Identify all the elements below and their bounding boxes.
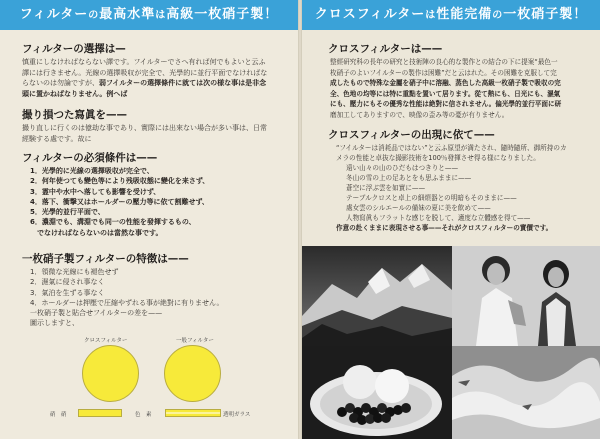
text-line: テーブルクロスと卓上の細煩器との明暗もそのままに—— — [346, 194, 517, 202]
text-line: 冬山の雪の上の足あとをも思ふままに—— — [346, 174, 472, 182]
banner-text: 高級一枚硝子製！ — [166, 7, 279, 22]
mountain-photo-image — [302, 246, 452, 346]
text-line: 頭に置かねばなりません。例へば — [22, 89, 128, 98]
fruit-plate-photo — [302, 346, 452, 439]
text-line: 慎重にしなければならない譯です。フイルターでさへ有れば何でもよいと云ふ — [22, 58, 266, 66]
text-line: “フイルターは消耗品ではない”と云ふ原望が満たされ、隨時隨所、御所持のカ — [336, 144, 567, 152]
list-item: 圖示しますと、 — [30, 319, 79, 328]
list-item: 2．何年使つても變色等により残吸収態に變化を来さず、 — [30, 177, 210, 186]
list-item: 一枚硝子製と貼合せフイルターの差を—— — [30, 309, 163, 318]
text-line: らないのは勿論ですが、 — [22, 79, 99, 87]
section-body — [336, 143, 598, 233]
legend-glass-swatch — [78, 409, 122, 417]
banner-text: フィルター — [19, 7, 89, 22]
banner-text: クロスフィルター — [314, 7, 426, 22]
diagram-label-general: 一般フィルター — [176, 338, 214, 344]
list-item: 4．ホールダーは押壓で圧縮やずれる事が絶對に有りません。 — [30, 298, 224, 307]
banner-text: は — [155, 10, 167, 21]
legend-clear-label: 透明ガラス — [223, 412, 251, 418]
text-line: 作意の赴くままに表現させる事——それがクロスフィルターの實價です。 — [336, 224, 553, 232]
banner-text: は — [425, 10, 437, 21]
text-line: メラの性能と卓抜な撮影技術を100％發揮させ得る様になりました。 — [336, 154, 540, 162]
section-heading: クロスフィルターの出現に依て—— — [328, 129, 495, 141]
list-item: でなければならないのは當然な事です。 — [30, 228, 163, 237]
list-item: 5．光學的並行平面で、 — [30, 208, 105, 217]
text-line: 弱フイルターの選擇條件に就ては次の様な事は是非念 — [99, 79, 267, 87]
text-line: 撮り直しに行くのは億劫な事であり、實際には出來ない場合が多い事は、日常 — [22, 124, 267, 132]
text-line: 磨加工してありますので、映像の歪み等の憂が有りません。 — [330, 110, 509, 119]
section-heading: フィルターの選擇は— — [22, 43, 126, 55]
section-heading: 撮り損つた寫眞を—— — [22, 109, 127, 121]
list-item: 4．落下、衝撃又はホールダーの壓力等に依て割難せず、 — [30, 197, 209, 206]
text-line: 枚硝子のよいフイルターの製作は困難”だと云はれた。その困難を克服して完 — [330, 68, 557, 77]
section-heading: フィルターの必須條件は—— — [22, 152, 158, 164]
section-heading: クロスフィルターは—— — [328, 43, 443, 55]
section-body — [330, 57, 598, 120]
text-line: 整經研究科の長年の研究と技術陣の良心的な製作との結合の下に提案“最色一 — [330, 58, 558, 66]
legend-glass-label: 硝 硝 — [50, 412, 67, 418]
list-item: 1．光學的に光線の選擇吸収が完全で、 — [30, 167, 154, 175]
portrait-photo — [452, 246, 600, 346]
left-banner — [0, 0, 298, 30]
fruit-plate-photo-image — [302, 346, 452, 439]
snow-photo-image — [452, 346, 600, 439]
list-item: 3．氣泊を生ずる事なく — [30, 288, 105, 297]
list-item: 1．領微な光線にも褪色せず — [30, 268, 119, 276]
text-line: 經験する處です。故に — [22, 134, 92, 143]
left-page — [0, 0, 298, 439]
right-page — [302, 0, 600, 439]
mountain-photo — [302, 246, 452, 346]
text-line: 遠い山々の山のひだもはつきりと—— — [346, 164, 459, 172]
requirements-list — [30, 166, 209, 238]
cross-filter-circle — [82, 345, 139, 402]
banner-text: 性能完備 — [436, 7, 493, 22]
text-line: 蒼空に浮ぶ雲を如實に—— — [346, 184, 426, 192]
banner-text: 一枚硝子製！ — [503, 7, 588, 22]
banner-text: 最高水準 — [99, 7, 156, 22]
text-line: 譯には行きません。光線の選擇吸収が完全で、光學的に並行平面でなければな — [22, 68, 268, 77]
legend-color-label: 色 素 — [135, 412, 152, 418]
list-item: 2．濕氣に侵され事なく — [30, 278, 105, 287]
banner-text: の — [88, 10, 100, 21]
legend-color-swatch — [165, 409, 221, 417]
snow-photo — [452, 346, 600, 439]
banner-text: の — [492, 10, 504, 21]
text-line: 人物寫眞もフラットな感じを脱して、適度な立體感を得て—— — [346, 214, 531, 222]
text-line: 成したもので特殊な金屬を硝子中に溶融、蒸色した高級一枚硝子製で吸収の完 — [330, 79, 561, 87]
right-banner — [302, 0, 600, 30]
section-heading: 一枚硝子製フィルターの特徴は—— — [22, 253, 189, 265]
text-line: 處女雲のシルエールの備妹の夏に美を飲めて—— — [346, 204, 491, 212]
general-filter-circle — [164, 345, 221, 402]
section-body — [22, 57, 294, 99]
features-list — [30, 267, 223, 329]
list-item: 6．濃淵でも、溝淵でも同一の性能を發揮するもの、 — [30, 218, 196, 227]
diagram-label-cross: クロスフィルター — [84, 338, 128, 344]
text-line: にも、壓力にもその優秀な性能は絶對に信されません。偏光學的並行平面に研 — [330, 100, 562, 108]
portrait-photo-image — [452, 246, 600, 346]
list-item: 3．霊中や水中へ落しても影響を受けず、 — [30, 187, 161, 196]
section-body — [22, 123, 294, 144]
text-line: 全、色地の均等には特に重點を置いて居ります。從て熱にも、日光にも、濕氣 — [330, 89, 561, 98]
